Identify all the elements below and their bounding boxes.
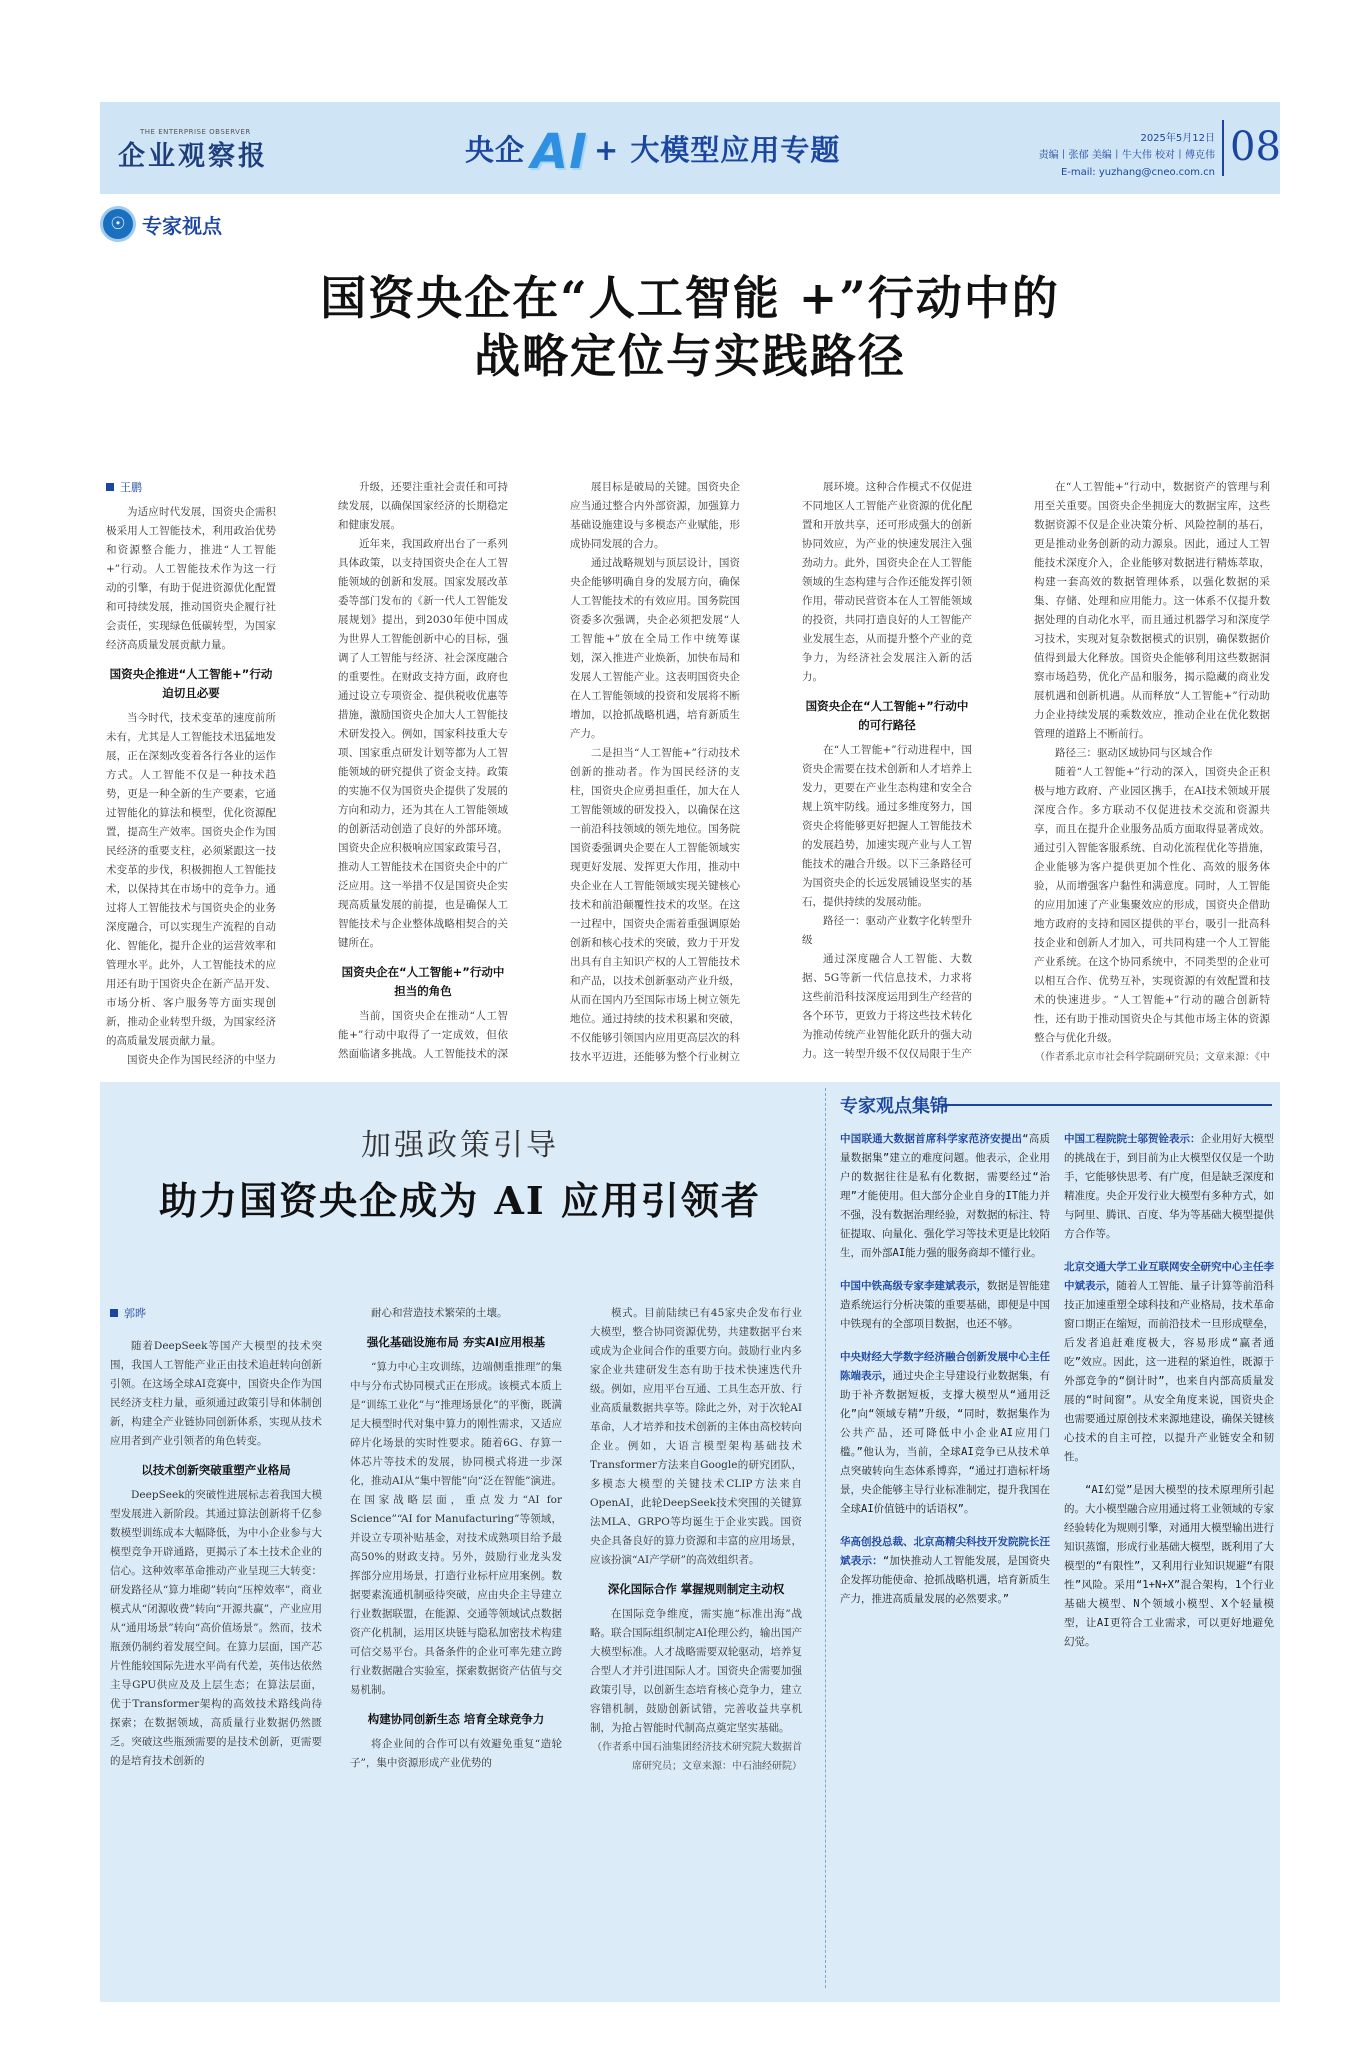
author-name: 王鹏 — [120, 481, 142, 494]
paragraph: 在“人工智能+”行动进程中，国资央企需要在技术创新和人才培养上发力，更要在产业生态构建和安全合规上筑牢防线。通过多维度努力，国资央企将能够更好把握人工智能技术的发展趋势，加速实现产业与人工智能技术的融合升级。以下三条路径可为国资央企的长远发展铺设坚实的基石，提供持续的发展动能。 — [802, 744, 972, 908]
expert-name: 中国联通大数据首席科学家范济安提出 — [840, 1133, 1023, 1145]
expert-quote — [840, 1348, 1050, 1519]
paper-english-name: THE ENTERPRISE OBSERVER — [140, 128, 251, 136]
byline-square-icon — [106, 483, 114, 491]
section-label-text: 专家视点 — [142, 213, 222, 238]
expert-statement: “AI幻觉”是因大模型的技术原理所引起的。大小模型融合应用通过将工业领域的专家经验转化为规则引擎，对通用大模型输出进行知识蒸馏，形成行业基础大模型，既利用了大模型的“有限性”，又利用行业知识规避“有限性”风险。采用“1+N+X”混合架构，1个行业基础大模型、N个领域小模型、X个轻量模型，让AI更符合工业需求，可以更好地避免幻觉。 — [1064, 1484, 1274, 1648]
page-number: 08 — [1230, 124, 1281, 170]
expert-quotes — [832, 1082, 1280, 2002]
paragraph: 在“人工智能+”行动中，数据资产的管理与利用至关重要。国资央企坐拥庞大的数据宝库，这些数据资源不仅是企业决策分析、风险控制的基石，更是推动业务创新的动力源泉。因此，通过人工智能技术深度介入，企业能够对数据进行精炼萃取，构建一套高效的数据管理体系，以强化数据的采集、存储、处理和应用能力。这一体系不仅提升数据处理的自动化水平，而且通过机器学习和深度学习技术，实现对复杂数据模式的识别，确保数据价值得到最大化释放。国资央企能够利用这些数据洞察市场趋势，优化产品和服务，揭示隐藏的商业发展机遇和创新机遇。从而释放“人工智能+”行动助力企业持续发展的乘数效应，推动企业在优化数据管理的道路上不断前行。 — [1034, 481, 1270, 740]
expert-quote — [1064, 1258, 1274, 1467]
column-divider — [825, 1088, 826, 1988]
paragraph: 展环境。这种合作模式不仅促进不同地区人工智能产业资源的优化配置和开放共享，还可形成强大的创新协同效应，为产业的快速发展注入强劲动力。此外，国资央企在人工智能领域的生态构建与合作还能发挥引领作用，带动民营资本在人工智能领域的投资，共同打造良好的人工智能产业发展生态，从而提升整个产业的竞争力，为经济社会发展注入新的活力。 — [802, 481, 972, 683]
expert-statement: “高质量数据集”建立的难度问题。他表示，企业用户的数据往往是私有化数据，需要经过“治理”才能使用。但大部分企业自身的IT能力并不强，没有数据治理经验，对数据的标注、特征提取、向量化、强化学习等技术更是比较陌生，而外部AI能力强的服务商却不懂行业。 — [840, 1133, 1050, 1259]
expert-statement: 数据是智能建造系统运行分析决策的重要基础，即便是中国中铁现有的全部项目数据，也还不够。 — [840, 1280, 1050, 1330]
expert-statement: “加快推动人工智能发展，是国资央企发挥功能使命、抢抓战略机遇，培育新质生产力，推进高质量发展的必然要求。” — [840, 1555, 1050, 1605]
subheading: 国资央企推进“人工智能+”行动迫切且必要 — [109, 667, 273, 700]
paragraph: 模式。目前陆续已有45家央企发布行业大模型，整合协同资源优势，共建数据平台来或成为企业间合作的重要方向。鼓励行业内多家企业共建研发生态有助于技术快速迭代升级。例如，应用平台互通、工具生态开放、行业高质量数据共享等。除此之外，对于次轮AI革命，人才培养和技术创新的主体由高校转向企业。例如，大语言模型架构基础技术Transformer方法来自Google的研究团队，多模态大模型的关键技术CLIP方法来自OpenAI，此轮DeepSeek技术突围的关键算法MLA、GRPO等均诞生于企业实践。国资央企具备良好的算力资源和丰富的应用场景，应该扮演“AI产学研”的高效组织者。 — [590, 1307, 802, 1566]
subheading: 构建协同创新生态 培育全球竞争力 — [367, 1712, 545, 1726]
paragraph: 国资央企作为国民经济的中坚力 — [127, 1054, 276, 1066]
paragraph: DeepSeek的突破性进展标志着我国大模型发展进入新阶段。其通过算法创新将千亿参数模型训练成本大幅降低，为中小企业参与大模型竞争开辟通路，更揭示了本土技术企业的信心。这种效率革命推动产业呈现三大转变：研发路径从“算力堆砌”转向“压榨效率”，商业模式从“闭源收费”转向“开源共赢”，产业应用从“通用场景”转向“高价值场景”。然而，技术瓶颈仍制约着发展空间。在算力层面，国产芯片性能较国际先进水平尚有代差，英伟达依然主导GPU供应及及上层生态；在算法层面，优于Transformer架构的高效技术路线尚待探索；在数据领域，高质量行业数据仍然匮乏。突破这些瓶颈需要的是技术创新，更需要的是培育技术创新的 — [110, 1489, 322, 1767]
article2-title: 助力国资央企成为 AI 应用引领者 — [159, 1178, 761, 1223]
paper-name: 企业观察报 — [118, 141, 268, 172]
special-topic-title — [465, 124, 840, 180]
heading-rule — [942, 1104, 1272, 1106]
newspaper-page — [100, 102, 1280, 2002]
source-note: （作者系北京市社会科学院副研究员；文章来源：《中 — [1035, 1052, 1270, 1063]
paragraph: 随着“人工智能+”行动的深入，国资央企正积极与地方政府、产业园区携手，在AI技术领域开展深度合作。多方联动不仅促进技术交流和资源共享，而且在提升企业服务品质方面取得显著成效。通过引入智能客服系统、自动化流程优化等措施，企业能够为客户提供更加个性化、高效的服务体验，从而增强客户黏性和满意度。同时，人工智能的应用加速了产业集聚效应的形成，国资央企借助地方政府的支持和园区提供的平台，吸引一批高科技企业和创新人才加入，可共同构建一个人工智能产业系统。在这个协同系统中，不同类型的企业可以相互合作、优势互补，实现资源的有效配置和技术的快速进步。“人工智能+”行动的融合创新特性，还有助于推动国资央企与其他市场主体的资源整合与优化升级。 — [1034, 766, 1270, 1044]
editor-credits: 责编丨张郁 美编丨牛大伟 校对丨傅克伟 — [1038, 150, 1215, 161]
section-label — [100, 202, 222, 246]
article1-column-5 — [1034, 478, 1270, 1066]
expert-quote — [840, 1130, 1050, 1263]
paragraph: 近年来，我国政府出台了一系列具体政策，以支持国资央企在人工智能领域的创新和发展。国家发展改革委等部门发布的《新一代人工智能发展规划》提出，到2030年使中国成为世界人工智能创新中心的目标，强调了人工智能与经济、社会深度融合的重要性。在财政支持方面，政府也通过设立专项资金、提供税收优惠等措施，激励国资央企加大人工智能技术研发投入。例如，国家科技重大专项、国家重点研发计划等都为人工智能领域的研究提供了资金支持。政策的实施不仅为国资央企提供了发展的方向和动力，还为其在人工智能领域的创新活动创造了良好的外部环境。国资央企应积极响应国家政策号召，推动人工智能技术在国资央企中的广泛应用。这一举措不仅是国资央企实现高质量发展的前提，也是确保人工智能技术与企业整体战略相契合的关键所在。 — [338, 538, 508, 949]
byline — [110, 1304, 322, 1323]
expert-quote — [1064, 1130, 1274, 1244]
expert-name: 中国中铁高级专家李建斌表示， — [840, 1280, 987, 1292]
expert-quotes-heading: 专家观点集锦 — [840, 1096, 948, 1117]
page-number-divider — [1222, 120, 1224, 176]
article1-column-1 — [106, 478, 276, 1066]
author-name: 郭晔 — [124, 1307, 146, 1320]
contact-email: E-mail: yuzhang@cneo.com.cn — [1060, 167, 1215, 178]
article1-title-line1: 国资央企在“人工智能 +”行动中的 — [320, 271, 1060, 325]
article2-kicker: 加强政策引导 — [361, 1128, 559, 1163]
paragraph: 路径三：驱动区域协同与区域合作 — [1055, 747, 1213, 759]
special-suffix: + 大模型应用专题 — [594, 133, 841, 167]
masthead-info — [1020, 130, 1215, 181]
paragraph: 通过战略规划与顶层设计，国资央企能够明确自身的发展方向，确保人工智能技术的有效应用。国务院国资委多次强调，央企必须把发展“人工智能+”放在全局工作中统筹谋划，深入推进产业焕新，加快布局和发展人工智能产业。这表明国资央企在人工智能领域的投资和发展将不断增加，以抢抓战略机遇，培育新质生产力。 — [570, 557, 740, 740]
expert-name: 中央财经大学数字经济融合创新发展中心主任陈端表示， — [840, 1351, 1050, 1382]
subheading: 国资央企在“人工智能+”行动中担当的角色 — [341, 965, 505, 998]
paragraph: 升级，还要注重社会责任和可持续发展，以确保国家经济的长期稳定和健康发展。 — [338, 481, 508, 531]
paragraph: 随着DeepSeek等国产大模型的技术突围，我国人工智能产业正由技术追赶转向创新引领。在这场全球AI竞赛中，国资央企作为国民经济支柱力量，亟须通过政策引导和体制创新，构建全产业链协同创新体系，实现从技术应用者到产业引领者的角色转变。 — [110, 1340, 322, 1447]
byline-square-icon — [110, 1309, 118, 1317]
byline — [106, 478, 276, 497]
issue-date: 2025年5月12日 — [1140, 133, 1215, 144]
expert-quotes-column-1 — [840, 1130, 1050, 1990]
subheading: 国资央企在“人工智能+”行动中的可行路径 — [805, 699, 969, 732]
article1-column-3 — [570, 478, 740, 1066]
expert-name: 中国工程院院士邬贺铨表示： — [1064, 1133, 1201, 1145]
expert-statement: 随着人工智能、量子计算等前沿科技正加速重塑全球科技和产业格局，技术革命窗口期正在缩短，而前沿技术一旦形成壁垒，后发者追赶难度极大，容易形成“赢者通吃”效应。因此，这一进程的紧迫性，既源于外部竞争的“倒计时”，也来自内部高质量发展的“时间窗”。从安全角度来说，国资央企也需要通过原创技术来源地建设，确保关键核心技术的自主可控，以提升产业链安全和韧性。 — [1064, 1280, 1274, 1463]
source-note: （作者系中国石油集团经济技术研究院大数据首席研究员；文章来源：中石油经研院） — [592, 1742, 802, 1772]
paragraph: 为适应时代发展，国资央企需积极采用人工智能技术，利用政治优势和资源整合能力，推进“人工智能+”行动。人工智能技术作为这一行动的引擎，有助于促进资源优化配置和可持续发展，推动国资央企履行社会责任，实现绿色低碳转型，为国家经济高质量发展贡献力量。 — [106, 506, 276, 651]
paragraph: 在国际竞争维度，需实施“标准出海”战略。联合国际组织制定AI伦理公约，输出国产大模型标准。人才战略需要双轮驱动，培养复合型人才并引进国际人才。国资央企需要加强政策引导，以创新生态培育核心竞争力，建立容错机制，鼓励创新试错，完善收益共享机制，为抢占智能时代制高点奠定坚实基础。 — [590, 1608, 802, 1734]
article1-column-2 — [338, 478, 508, 1066]
article1-title-line2: 战略定位与实践路径 — [474, 329, 906, 383]
expert-quote — [1064, 1481, 1274, 1652]
article2 — [100, 1082, 820, 2002]
subheading: 强化基础设施布局 夯实AI应用根基 — [366, 1335, 546, 1349]
paragraph: 展目标是破局的关键。国资央企应当通过整合内外部资源，加强算力基础设施建设与多模态产业赋能，形成协同发展的合力。 — [570, 481, 740, 550]
expert-quote — [840, 1277, 1050, 1334]
expert-quotes-column-2 — [1064, 1130, 1274, 1990]
article2-column-1 — [110, 1304, 322, 1984]
paragraph: 路径一：驱动产业数字化转型升级 — [802, 915, 972, 946]
expert-statement: 企业用好大模型的挑战在于，到目前为止大模型仅仅是一个助手，它能够快思考、有广度，但是缺乏深度和精准度。央企开发行业大模型有多种方式，如与阿里、腾讯、百度、华为等基础大模型提供方合作等。 — [1064, 1133, 1274, 1240]
article2-column-2 — [350, 1304, 562, 1984]
article1-column-4 — [802, 478, 972, 1066]
masthead — [100, 102, 1280, 194]
article1-body — [106, 478, 1278, 1066]
paragraph: “算力中心主攻训练，边端侧重推理”的集中与分布式协同模式正在形成。该模式本质上是“训练工业化”与“推理场景化”的平衡，既满足大模型时代对集中算力的刚性需求，又适应碎片化场景的实时性要求。随着6G、存算一体芯片等技术的发展，协同模式将进一步深化，推动AI从“集中智能”向“泛在智能”演进。在国家战略层面，重点发力“AI for Science”“AI for Manufacturing”等领域，并设立专项补贴基金，对技术成熟项目给予最高50%的财政支持。另外，鼓励行业龙头发挥部分应用场景，打造行业标杆应用案例。数据要素流通机制亟待突破，应由央企主导建立行业数据联盟，在能源、交通等领域试点数据资产化机制，运用区块链与隐私加密技术构建可信交易平台。具备条件的企业可率先建立跨行业数据融合实验室，探索数据资产估值与交易机制。 — [350, 1361, 562, 1696]
subheading: 深化国际合作 掌握规则制定主动权 — [607, 1582, 785, 1596]
paragraph: 通过深度融合人工智能、大数据、5G等新一代信息技术，力求将这些前沿科技深度运用到生产经营的各个环节，更致力于将这些技术转化为推动传统产业智能化跃升的强大动力。这一转型升级不仅仅局限于生产 — [802, 953, 972, 1060]
paragraph: 将企业间的合作可以有效避免重复“造轮子”，集中资源形成产业优势的 — [350, 1738, 562, 1769]
expert-name: 华高创投总裁、北京高精尖科技开发院院长汪斌表示： — [840, 1536, 1050, 1567]
expert-statement: 通过央企主导建设行业数据集，有助于补齐数据短板，支撑大模型从“通用泛化”向“领域专精”升级，“同时，数据集作为公共产品，还可降低中小企业AI应用门槛。”他认为，当前，全球AI竞争已从技术单点突破转向生态体系博弈，“通过打造标杆场景，央企能够主导行业标准制定，提升我国在全球AI价值链中的话语权”。 — [840, 1370, 1050, 1515]
paragraph: 耐心和营造技术繁荣的土壤。 — [371, 1307, 508, 1319]
ai-logo: AI — [531, 124, 589, 180]
lightbulb-icon: ☉ — [100, 206, 136, 242]
paragraph: 当今时代，技术变革的速度前所未有，尤其是人工智能技术迅猛地发展，正在深刻改变着各行各业的运作方式。人工智能不仅是一种技术趋势，更是一种全新的生产要素，它通过智能化的算法和模型，优化资源配置，提高生产效率。国资央企作为国民经济的重要支柱，必须紧跟这一技术变革的步伐，积极拥抱人工智能技术，以保持其在市场中的竞争力。通过将人工智能技术与国资央企的业务深度融合，可以实现生产流程的自动化、智能化，提升企业的运营效率和管理水平。此外，人工智能技术的应用还有助于国资央企在新产品开发、市场分析、客户服务等方面实现创新，推动企业转型升级，为国家经济的高质量发展贡献力量。 — [106, 712, 276, 1047]
article2-column-3 — [590, 1304, 802, 1984]
paragraph: 二是担当“人工智能+”行动技术创新的推动者。作为国民经济的支柱，国资央企应勇担重任，加大在人工智能领域的研发投入，以确保在这一前沿科技领域的领先地位。国务院国资委强调央企要在人工智能领域实现更好发展、发挥更大作用，推动中央企业在人工智能领域实现关键核心技术和前沿颠覆性技术的攻坚。在这一过程中，国资央企需着重强调原始创新和核心技术的突破，致力于开发出具有自主知识产权的人工智能技术和产品，以技术创新驱动产业升级，从而在国内乃至国际市场上树立领先地位。通过持续的技术积累和突破，不仅能够引领国内应用更高层次的科技水平迈进，还能够为整个行业树立 — [570, 747, 740, 1063]
special-prefix: 央企 — [465, 133, 526, 167]
expert-quote — [840, 1533, 1050, 1609]
paragraph: 当前，国资央企在推动“人工智能+”行动中取得了一定成效，但依然面临诸多挑战。人工智能技术的深 — [338, 1010, 508, 1060]
subheading: 以技术创新突破重塑产业格局 — [141, 1463, 291, 1477]
expert-name: 北京交通大学工业互联网安全研究中心主任李中斌表示， — [1064, 1261, 1274, 1292]
